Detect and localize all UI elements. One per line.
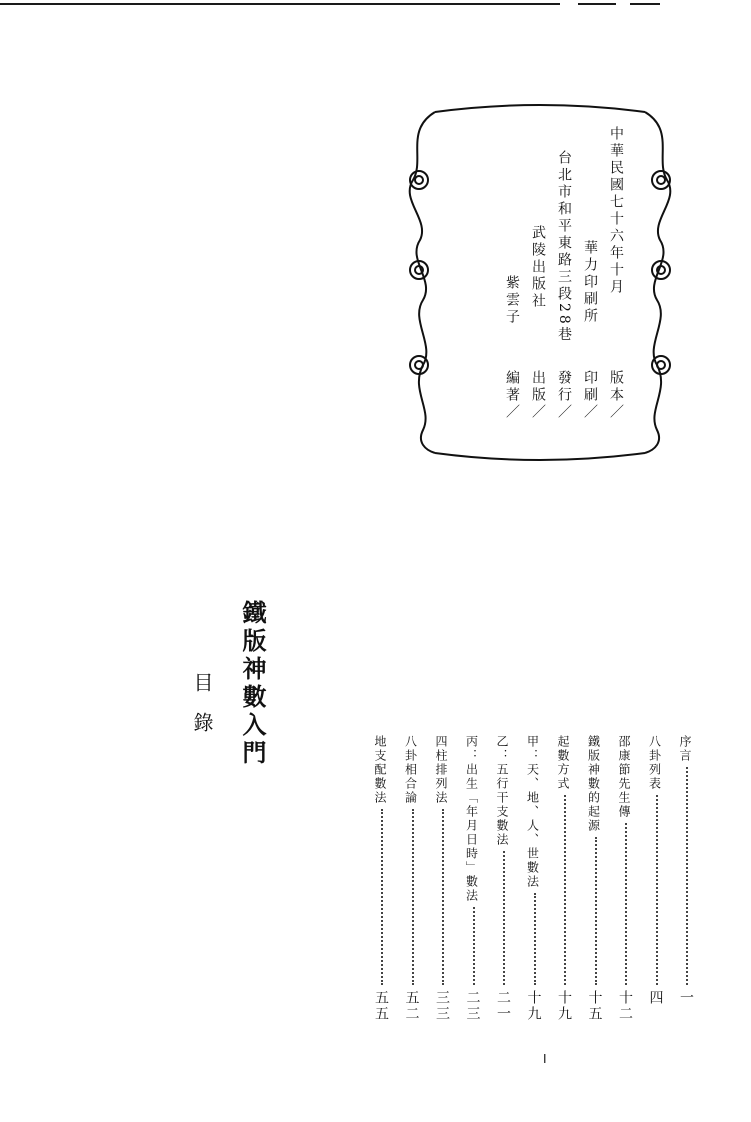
- colophon-line: 華力印刷所: [582, 240, 598, 325]
- toc-entry-page: 十五: [586, 990, 603, 1022]
- toc-entry: [404, 735, 426, 1065]
- toc-entry-page: 四: [647, 990, 664, 1006]
- toc-entry-title: 序言: [678, 735, 692, 763]
- toc-entry-page: 二一: [495, 990, 511, 1022]
- toc-leader-dots: [656, 795, 658, 985]
- toc-entry-title: 乙：五行干支數法: [495, 735, 509, 847]
- toc-entry: [556, 735, 578, 1065]
- toc-entry-title: 起數方式: [556, 735, 570, 791]
- toc-leader-dots: [686, 767, 688, 985]
- toc-leader-dots: [442, 809, 444, 985]
- toc-entry-page: 十九: [556, 990, 572, 1022]
- toc-entry: [495, 735, 517, 1065]
- colophon-label: 出版／: [530, 370, 546, 421]
- toc-entry: [648, 735, 670, 1065]
- colophon-line: 台北市和平東路三段28巷: [556, 150, 572, 344]
- colophon-line: 中華民國七十六年十月: [608, 126, 624, 296]
- toc-leader-dots: [412, 809, 414, 985]
- toc-entry-page: 一: [678, 990, 694, 1006]
- colophon-label: 版本／: [608, 370, 624, 421]
- toc-entry-title: 四柱排列法: [434, 735, 448, 805]
- toc-entry-page: 十二: [617, 990, 633, 1022]
- toc-entry: [678, 735, 700, 1065]
- toc-entry: [465, 735, 487, 1065]
- colophon-frame: [395, 90, 685, 475]
- toc-entry-title: 丙：出生「年月日時」數法: [464, 735, 479, 903]
- toc-entry-title: 地支配數法: [373, 735, 387, 805]
- toc-entry-page: 十九: [525, 990, 542, 1022]
- toc-entry-title: 八卦相合論: [403, 735, 418, 805]
- colophon-label: 編著／: [504, 370, 520, 421]
- colophon-line: 武陵出版社: [530, 225, 546, 310]
- colophon-label: 印刷／: [582, 370, 598, 421]
- toc-leader-dots: [381, 809, 383, 985]
- page-number: I: [543, 1052, 547, 1066]
- toc-entry-page: 五五: [373, 990, 389, 1022]
- toc-entry-page: 五二: [403, 990, 420, 1022]
- toc-leader-dots: [473, 907, 475, 985]
- toc-leader-dots: [534, 893, 536, 985]
- toc-entry-title: 甲：天、地、人、世數法: [525, 735, 540, 889]
- toc-entry: [373, 735, 395, 1065]
- toc-entry: [587, 735, 609, 1065]
- toc-entry-title: 邵康節先生傳: [617, 735, 631, 819]
- toc-entry: [434, 735, 456, 1065]
- toc-entry-page: 二三: [464, 990, 481, 1022]
- toc-entry-title: 八卦列表: [647, 735, 662, 791]
- colophon-line: 紫雲子: [504, 275, 520, 326]
- toc-entry: [526, 735, 548, 1065]
- toc-entry: [617, 735, 639, 1065]
- top-rule: [0, 3, 751, 9]
- toc-entry-title: 鐵版神數的起源: [586, 735, 601, 833]
- toc-leader-dots: [595, 837, 597, 985]
- colophon-label: 發行／: [556, 370, 572, 421]
- toc-leader-dots: [564, 795, 566, 985]
- toc-leader-dots: [625, 823, 627, 985]
- book-title: 鐵版神數入門: [238, 600, 267, 768]
- toc-leader-dots: [503, 851, 505, 985]
- toc-heading: 目錄: [190, 672, 214, 752]
- toc-entry-page: 三三: [434, 990, 450, 1022]
